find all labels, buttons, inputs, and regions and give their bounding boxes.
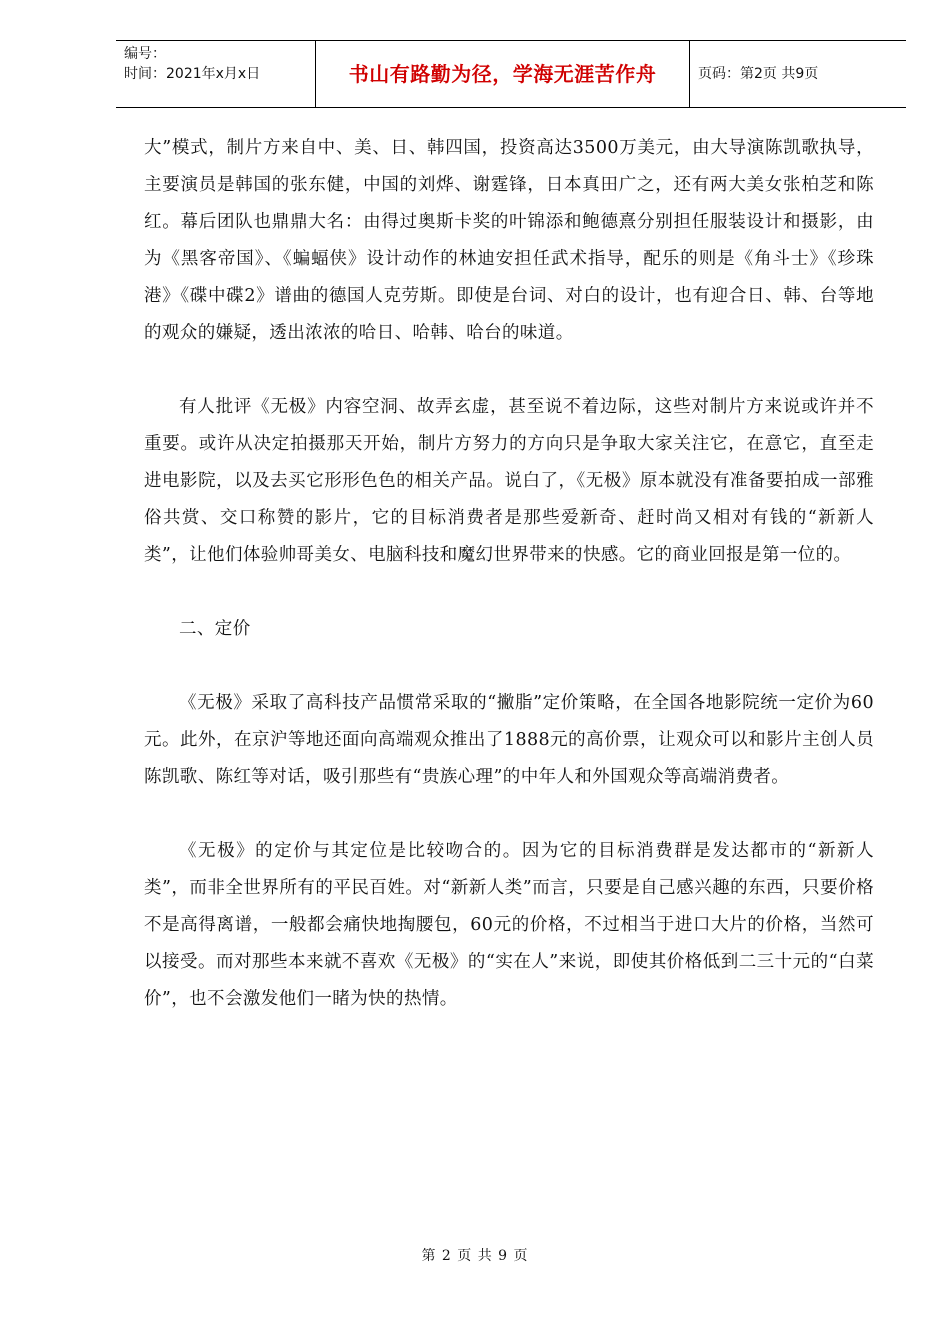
header-page-label: 页码：第2页 共9页 bbox=[698, 66, 819, 82]
header-motto: 书山有路勤为径，学海无涯苦作舟 bbox=[348, 62, 657, 86]
header-page-cell bbox=[690, 41, 906, 107]
page-header bbox=[116, 40, 906, 108]
paragraph: 《无极》的定价与其定位是比较吻合的。因为它的目标消费群是发达都市的“新新人类”，而非全世界所有的平民百姓。对“新新人类”而言，只要是自己感兴趣的东西，只要价格不是高得离谱，一般都会痛快地掏腰包，60元的价格，不过相当于进口大片的价格，当然可以接受。而对那些本来就不喜欢《无极》的“实在人”来说，即使其价格低到二三十元的“白菜价”，也不会激发他们一睹为快的热情。 bbox=[144, 841, 874, 1009]
paragraph-gap bbox=[144, 648, 874, 685]
document-body bbox=[144, 130, 874, 1018]
paragraph: 《无极》采取了高科技产品惯常采取的“撇脂”定价策略，在全国各地影院统一定价为60元。此外，在京沪等地还面向高端观众推出了1888元的高价票，让观众可以和影片主创人员陈凯歌、陈红等对话，吸引那些有“贵族心理”的中年人和外国观众等高端消费者。 bbox=[144, 693, 874, 787]
time-label: 时间：2021年x月x日 bbox=[124, 66, 261, 82]
footer-page-number: 第 2 页 共 9 页 bbox=[421, 1248, 529, 1264]
paragraph-gap bbox=[144, 796, 874, 833]
paragraph-gap bbox=[144, 352, 874, 389]
page-footer bbox=[0, 1245, 950, 1265]
header-motto-cell bbox=[316, 41, 690, 107]
number-label: 编号： bbox=[124, 46, 166, 62]
paragraph-gap bbox=[144, 574, 874, 611]
paragraph: 大”模式，制片方来自中、美、日、韩四国，投资高达3500万美元，由大导演陈凯歌执导，主要演员是韩国的张东健，中国的刘烨、谢霆锋，日本真田广之，还有两大美女张柏芝和陈红。幕后团队也鼎鼎大名：由得过奥斯卡奖的叶锦添和鲍德熹分别担任服装设计和摄影，由为《黑客帝国》、《蝙蝠侠》设计动作的林迪安担任武术指导，配乐的则是《角斗士》《珍珠港》《碟中碟2》谱曲的德国人克劳斯。即使是台词、对白的设计，也有迎合日、韩、台等地的观众的嫌疑，透出浓浓的哈日、哈韩、哈台的味道。 bbox=[144, 138, 874, 343]
section-heading: 二、定价 bbox=[179, 619, 251, 639]
paragraph: 有人批评《无极》内容空洞、故弄玄虚，甚至说不着边际，这些对制片方来说或许并不重要。或许从决定拍摄那天开始，制片方努力的方向只是争取大家关注它，在意它，直至走进电影院，以及去买它形形色色的相关产品。说白了，《无极》原本就没有准备要拍成一部雅俗共赏、交口称赞的影片，它的目标消费者是那些爱新奇、赶时尚又相对有钱的“新新人类”，让他们体验帅哥美女、电脑科技和魔幻世界带来的快感。它的商业回报是第一位的。 bbox=[144, 397, 874, 565]
header-meta bbox=[116, 41, 316, 107]
